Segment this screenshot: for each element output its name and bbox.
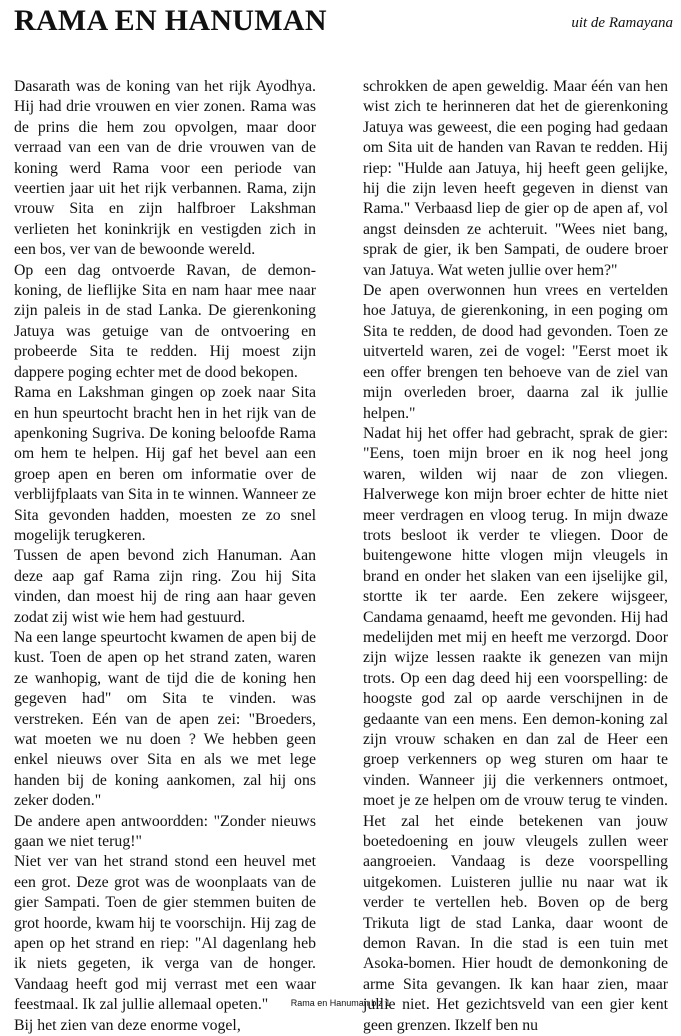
paragraph: Niet ver van het strand stond een heuvel met een grot. Deze grot was de woonplaats van de gier Sampati. Toen de gier stemmen buiten de grot hoorde, kwam hij te voorschijn. Hij zag de apen op het strand en riep: "Al dagenlang heb ik niets gegeten, ik verga van de honger. Vandaag heeft god mij verrast met een waar feestmaal. Ik zal jullie allemaal opeten." [14,853,316,1014]
page-footer: Rama en Hanuman blz 1 [290,998,391,1008]
paragraph: Na een lange speurtocht kwamen de apen bij de kust. Toen de apen op het strand zaten, waren ze wanhopig, want de tijd die de koning hen gegeven had" om Sita te vinden. was verstreken. Eén van de apen zei: "Broeders, wat moeten we nu doen ? We hebben geen enkel nieuws over Sita en als we met lege handen bij de koning aankomen, zal hij ons zeker doden." [14,628,316,810]
paragraph: De apen overwonnen hun vrees en vertelden hoe Jatuya, de gierenkoning, in een poging om Sita te redden, de dood had gevonden. Toen ze uitverteld waren, zei de vogel: "Eerst moet ik een offer brengen ten behoeve van de ziel van mijn overleden broer, daarna zal ik jullie helpen." [363,282,668,422]
text-column-right [363,77,668,1036]
paragraph: De andere apen antwoordden: "Zonder nieuws gaan we niet terug!" [14,812,316,851]
paragraph: Tussen de apen bevond zich Hanuman. Aan deze aap gaf Rama zijn ring. Zou hij Sita vinden, dan moest hij de ring aan haar geven zodat zij wist wie hem had gestuurd. [14,547,316,626]
paragraph: Dasarath was de koning van het rijk Ayodhya. Hij had drie vrouwen en vier zonen. Rama was de prins die hem zou opvolgen, maar door verraad van een van de drie vrouwen van de koning werd Rama voor een periode van veertien jaar uit het rijk verbannen. Rama, zijn vrouw Sita en zijn halfbroer Lakshman verlieten het koninkrijk en vestigden zich in een bos, ver van de bewoonde wereld. [14,78,316,259]
paragraph: Op een dag ontvoerde Ravan, de demon-koning, de lieflijke Sita en nam haar mee naar zijn paleis in de stad Lanka. De gierenkoning Jatuya was getuige van de ontvoering en probeerde Sita te redden. Hij moest zijn dappere poging echter met de dood bekopen. [14,261,316,381]
page-title: RAMA EN HANUMAN [14,4,327,37]
paragraph: Nadat hij het offer had gebracht, sprak de gier: "Eens, toen mijn broer en ik nog heel jong waren, wilden wij naar de zon vliegen. Halverwege kon mijn broer echter de hitte niet meer verdragen en vloog terug. In mijn dwaze trots besloot ik verder te vliegen. Door de buitengewone hitte vlogen mijn vleugels in brand en onder het slaken van een ijselijke gil, stortte ik ter aarde. Een zekere wijsgeer, Candama genaamd, heeft me gevonden. Hij had medelijden met mij en heeft me verzorgd. Door zijn wijze lessen raakte ik genezen van mijn trots. Op een dag deed hij een voorspelling: de hoogste god zal op aarde verschijnen in de gedaante van een mens. Een demon-koning zal zijn vrouw schaken en dan zal de Heer een groep verkenners op weg sturen om haar te vinden. Wanneer jij die verkenners ontmoet, moet je ze helpen om de vrouw terug te vinden. Het zal het einde betekenen van jouw boetedoening en jouw vleugels zullen weer aangroeien. Vandaag is deze voorspelling uitgekomen. Luisteren jullie nu naar wat ik verder te vertellen heb. Boven op de berg Trikuta ligt de stad Lanka, daar woont de demon Ravan. In die stad is een tuin met Asoka-bomen. Hier houdt de demonkoning de arme Sita gevangen. Ik kan haar zien, maar jullie niet. Het gezichtsveld van een gier kent geen grenzen. Ikzelf ben nu [363,424,668,1034]
paragraph: Rama en Lakshman gingen op zoek naar Sita en hun speurtocht bracht hen in het rijk van de apenkoning Sugriva. De koning beloofde Rama om hem te helpen. Hij gaf het bevel aan een groep apen en beren om informatie over de verblijfplaats van Sita in te winnen. Wanneer ze Sita gevonden hadden, moesten ze zo snel mogelijk terugkeren. [14,384,316,544]
paragraph: schrokken de apen geweldig. Maar één van hen wist zich te herinneren dat het de gierenkoning Jatuya was geweest, die een poging had gedaan om Sita uit de handen van Ravan te redden. Hij riep: "Hulde aan Jatuya, hij heeft geen gelijke, hij die zijn leven heeft gegeven in dienst van Rama." Verbaasd liep de gier op de apen af, vol angst deinsden ze achteruit. "Wees niet bang, sprak de gier, ik ben Sampati, de oudere broer van Jatuya. Wat weten jullie over hem?" [363,78,668,279]
page-subtitle: uit de Ramayana [571,15,673,31]
paragraph: Bij het zien van deze enorme vogel, [14,1016,241,1034]
text-column-left [14,77,316,1036]
